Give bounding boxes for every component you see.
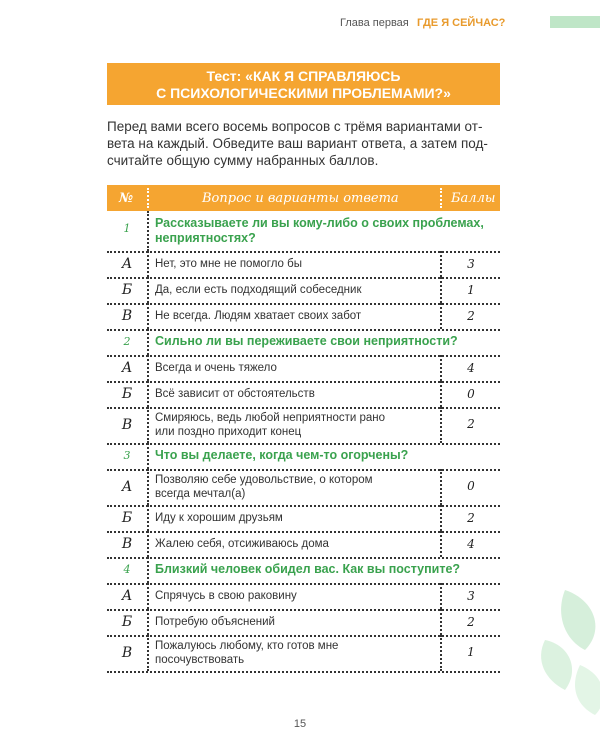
intro-paragraph [107, 118, 502, 169]
answer-text: Жалею себя, отсиживаюсь дома [155, 538, 329, 550]
header-color-bar [550, 16, 600, 28]
answer-letter: А [121, 588, 133, 604]
answer-letter: Б [121, 386, 133, 402]
answer-score: 2 [467, 417, 475, 431]
answer-score: 1 [467, 283, 475, 297]
question-number: 2 [123, 335, 131, 348]
answer-row [107, 355, 500, 383]
answer-row [107, 469, 500, 507]
answer-row [107, 531, 500, 559]
answer-row [107, 635, 500, 673]
intro-line: Перед вами всего восемь вопросов с трёмя вариантами от- [107, 119, 483, 134]
header-number: № [119, 191, 134, 206]
answer-score: 1 [467, 645, 475, 659]
answer-score: 0 [467, 387, 475, 401]
chapter-label: Глава первая [340, 17, 409, 29]
answer-score: 3 [467, 257, 475, 271]
answer-text: Спрячусь в свою раковину [155, 590, 297, 602]
question-row [107, 443, 500, 471]
test-title-line2: С ПСИХОЛОГИЧЕСКИМИ ПРОБЛЕМАМИ?» [156, 85, 451, 101]
answer-text [155, 639, 338, 667]
answer-text: Да, если есть подходящий собеседник [155, 284, 362, 296]
test-title-line1: Тест: «КАК Я СПРАВЛЯЮСЬ [206, 68, 401, 84]
answer-letter: Б [121, 614, 133, 630]
intro-line: вета на каждый. Обведите ваш вариант ответа, а затем под- [107, 136, 488, 151]
answer-row [107, 381, 500, 409]
question-text: Близкий человек обидел вас. Как вы поступите? [155, 562, 461, 576]
answer-letter: В [121, 536, 133, 552]
question-text: Сильно ли вы переживаете свои неприятности? [155, 334, 458, 348]
answer-row [107, 505, 500, 533]
question-number: 1 [123, 222, 131, 235]
table-header [107, 185, 500, 211]
answer-letter: В [121, 308, 133, 324]
answer-line: Позволяю себе удовольствие, о котором [155, 474, 373, 486]
question-number-cell [107, 211, 149, 251]
answer-score: 2 [467, 309, 475, 323]
answer-text: Нет, это мне не помогло бы [155, 258, 302, 270]
answer-letter: В [121, 417, 133, 433]
answer-score: 0 [467, 479, 475, 493]
question-row [107, 211, 500, 253]
answer-row [107, 251, 500, 279]
answer-letter: Б [121, 510, 133, 526]
answer-letter: А [121, 360, 133, 376]
question-number: 4 [123, 563, 131, 576]
answer-line: всегда мечтал(а) [155, 488, 246, 500]
header-score: Баллы [451, 191, 496, 206]
intro-line: считайте общую сумму набранных баллов. [107, 153, 379, 168]
answer-line: посочувствовать [155, 654, 245, 666]
answer-row [107, 277, 500, 305]
answer-row [107, 609, 500, 637]
running-header [320, 17, 600, 31]
answer-text [155, 411, 385, 439]
answer-row [107, 303, 500, 331]
answer-line: Пожалуюсь любому, кто готов мне [155, 640, 339, 652]
page-number: 15 [293, 718, 307, 730]
question-line: неприятностях? [155, 231, 256, 245]
answer-score: 2 [467, 511, 475, 525]
section-label: ГДЕ Я СЕЙЧАС? [417, 17, 506, 29]
question-row [107, 329, 500, 357]
answer-line: Смиряюсь, ведь любой неприятности рано [155, 412, 386, 424]
header-question: Вопрос и варианты ответа [202, 191, 399, 206]
answer-text [155, 473, 373, 501]
answer-text: Не всегда. Людям хватает своих забот [155, 310, 362, 322]
answer-text: Всё зависит от обстоятельств [155, 388, 315, 400]
decorative-leaves-icon [525, 580, 600, 720]
header-divider [147, 188, 149, 208]
answer-score: 4 [467, 361, 475, 375]
question-row [107, 557, 500, 585]
answer-score: 3 [467, 589, 475, 603]
answer-line: или поздно приходит конец [155, 426, 302, 438]
answer-letter: Б [121, 282, 133, 298]
header-divider [440, 188, 442, 208]
answer-letter: В [121, 645, 133, 661]
answer-letter: А [121, 479, 133, 495]
answer-score: 4 [467, 537, 475, 551]
answer-text: Потребую объяснений [155, 616, 275, 628]
question-text [155, 216, 484, 246]
answer-letter: А [121, 256, 133, 272]
answer-row [107, 583, 500, 611]
answer-row [107, 407, 500, 445]
question-line: Рассказываете ли вы кому-либо о своих проблемах, [155, 216, 484, 230]
answer-score: 2 [467, 615, 475, 629]
test-title [107, 63, 500, 105]
answer-text: Иду к хорошим друзьям [155, 512, 283, 524]
question-number: 3 [123, 449, 131, 462]
question-text: Что вы делаете, когда чем-то огорчены? [155, 448, 409, 462]
answer-text: Всегда и очень тяжело [155, 362, 277, 374]
